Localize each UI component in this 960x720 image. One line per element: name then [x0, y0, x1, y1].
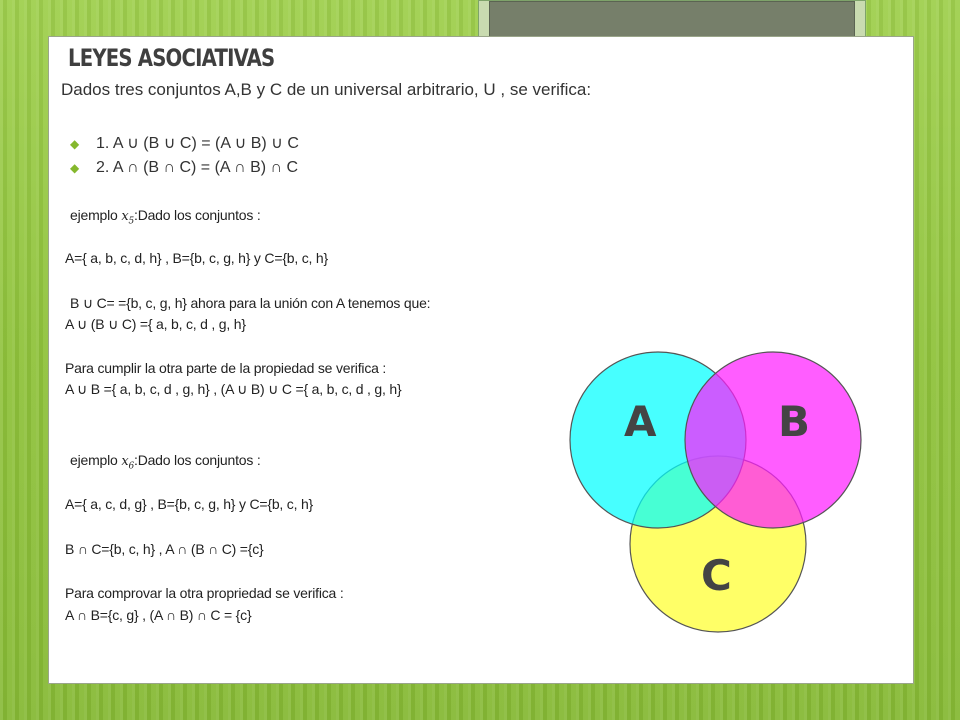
- example6-result: A ∩ B={c, g} , (A ∩ B) ∩ C = {c}: [65, 607, 252, 623]
- example6-var: $x_6$: [121, 454, 134, 472]
- example5-other-part: Para cumplir la otra parte de la propiedad se verifica :: [65, 360, 387, 376]
- intro-text: Dados tres conjuntos A,B y C de un universal arbitrario, U , se verifica:: [61, 80, 592, 99]
- example6-sets: A={ a, c, d, g} , B={b, c, g, h} y C={b, c, h}: [65, 496, 314, 512]
- venn-circle-b: [685, 352, 861, 528]
- example5-heading: ejemplo $x_5:Dado$ los conjuntos :: [70, 207, 261, 227]
- law-intersection: 2. A ∩ (B ∩ C) = (A ∩ B) ∩ C: [96, 159, 299, 176]
- law-union: 1. A ∪ (B ∪ C) = (A ∪ B) ∪ C: [96, 135, 299, 152]
- list-item: [70, 132, 299, 156]
- example5-var: $x_5$: [121, 209, 134, 227]
- example6-other-prop: Para comprovar la otra propriedad se verifica :: [65, 585, 344, 601]
- example5-union-abc: A ∪ (B ∪ C) ={ a, b, c, d , g, h}: [65, 316, 246, 332]
- venn-label-a: A: [624, 397, 657, 446]
- example5-result: A ∪ B ={ a, b, c, d , g, h} , (A ∪ B) ∪ C ={ a, b, c, d , g, h}: [65, 381, 402, 397]
- example6-heading: ejemplo $x_6:Dado$ los conjuntos :: [70, 452, 261, 472]
- diamond-bullet-icon: ◆: [70, 137, 80, 151]
- diamond-bullet-icon: ◆: [70, 161, 80, 175]
- example5-sets: A={ a, b, c, d, h} , B={b, c, g, h} y C={b, c, h}: [65, 250, 328, 266]
- slide-title: LEYES ASOCIATIVAS: [68, 44, 275, 72]
- venn-label-b: B: [778, 397, 811, 446]
- list-item: [70, 156, 299, 180]
- example5-union-bc: B ∪ C= ={b, c, g, h} ahora para la unión con A tenemos que:: [70, 295, 431, 311]
- venn-diagram: [568, 350, 868, 645]
- example6-intersection: B ∩ C={b, c, h} , A ∩ (B ∩ C) ={c}: [65, 541, 264, 557]
- venn-label-c: C: [701, 551, 732, 600]
- associative-laws-list: [70, 132, 299, 180]
